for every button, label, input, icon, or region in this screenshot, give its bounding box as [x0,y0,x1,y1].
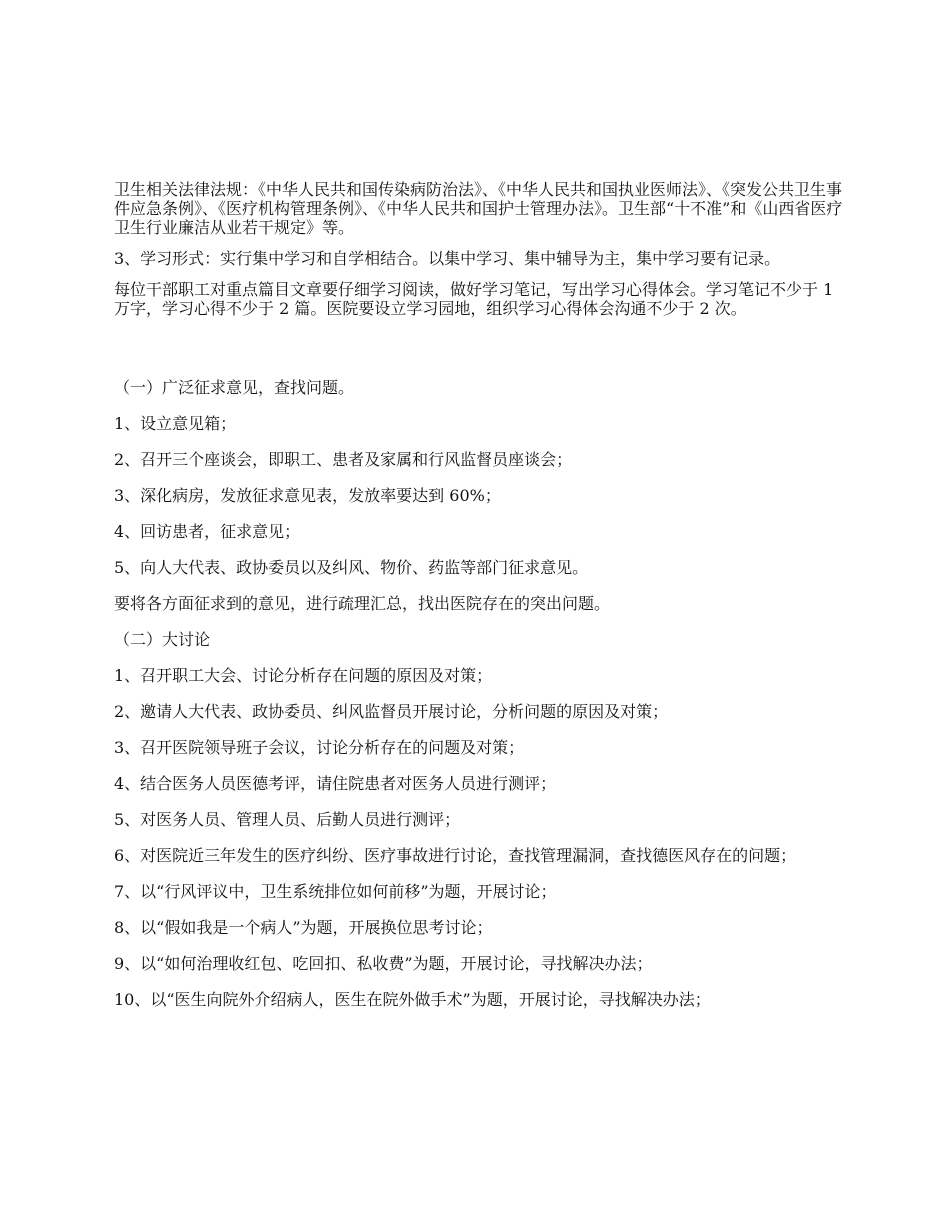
section1-heading: （一）广泛征求意见，查找问题。 [114,378,355,397]
section1-summary: 要将各方面征求到的意见，进行疏理汇总，找出医院存在的突出问题。 [114,594,611,613]
list-item: 4、回访患者，征求意见； [114,522,301,541]
list-item: 3、召开医院领导班子会议，讨论分析存在的问题及对策； [114,738,525,757]
list-item: 2、邀请人大代表、政协委员、纠风监督员开展讨论，分析问题的原因及对策； [114,702,669,721]
list-item: 5、对医务人员、管理人员、后勤人员进行测评； [114,810,461,829]
list-item: 6、对医院近三年发生的医疗纠纷、医疗事故进行讨论，查找管理漏洞，查找德医风存在的问题； [114,846,797,865]
list-item: 5、向人大代表、政协委员以及纠风、物价、药监等部门征求意见。 [114,558,589,577]
list-item: 2、召开三个座谈会，即职工、患者及家属和行风监督员座谈会； [114,450,573,469]
list-item: 1、召开职工大会、讨论分析存在问题的原因及对策； [114,666,493,685]
paragraph-study-format: 3、学习形式：实行集中学习和自学相结合。以集中学习、集中辅导为主，集中学习要有记录。 [114,249,781,268]
list-item: 7、以“行风评议中，卫生系统排位如何前移”为题，开展讨论； [114,882,557,901]
paragraph-study-notes: 每位干部职工对重点篇目文章要仔细学习阅读，做好学习笔记，写出学习心得体会。学习笔记不少于 1 万字，学习心得不少于 2 篇。医院要设立学习园地，组织学习心得体会沟通不少于 2 次。 [114,280,834,318]
list-item: 1、设立意见箱； [114,414,237,433]
list-item: 4、结合医务人员医德考评，请住院患者对医务人员进行测评； [114,774,557,793]
list-item: 10、以“医生向院外介绍病人，医生在院外做手术”为题，开展讨论，寻找解决办法； [114,990,711,1009]
list-item: 9、以“如何治理收红包、吃回扣、私收费”为题，开展讨论，寻找解决办法； [114,954,653,973]
list-item: 3、深化病房，发放征求意见表，发放率要达到 60%； [114,486,501,505]
document-page [114,180,844,1026]
list-item: 8、以“假如我是一个病人”为题，开展换位思考讨论； [114,918,493,937]
paragraph-laws: 卫生相关法律法规：《中华人民共和国传染病防治法》、《中华人民共和国执业医师法》、《突发公共卫生事件应急条例》、《医疗机构管理条例》、《中华人民共和国护士管理办法》。卫生部“十不准”和《山西省医疗卫生行业廉洁从业若干规定》等。 [114,180,843,237]
section2-heading: （二）大讨论 [114,630,211,649]
